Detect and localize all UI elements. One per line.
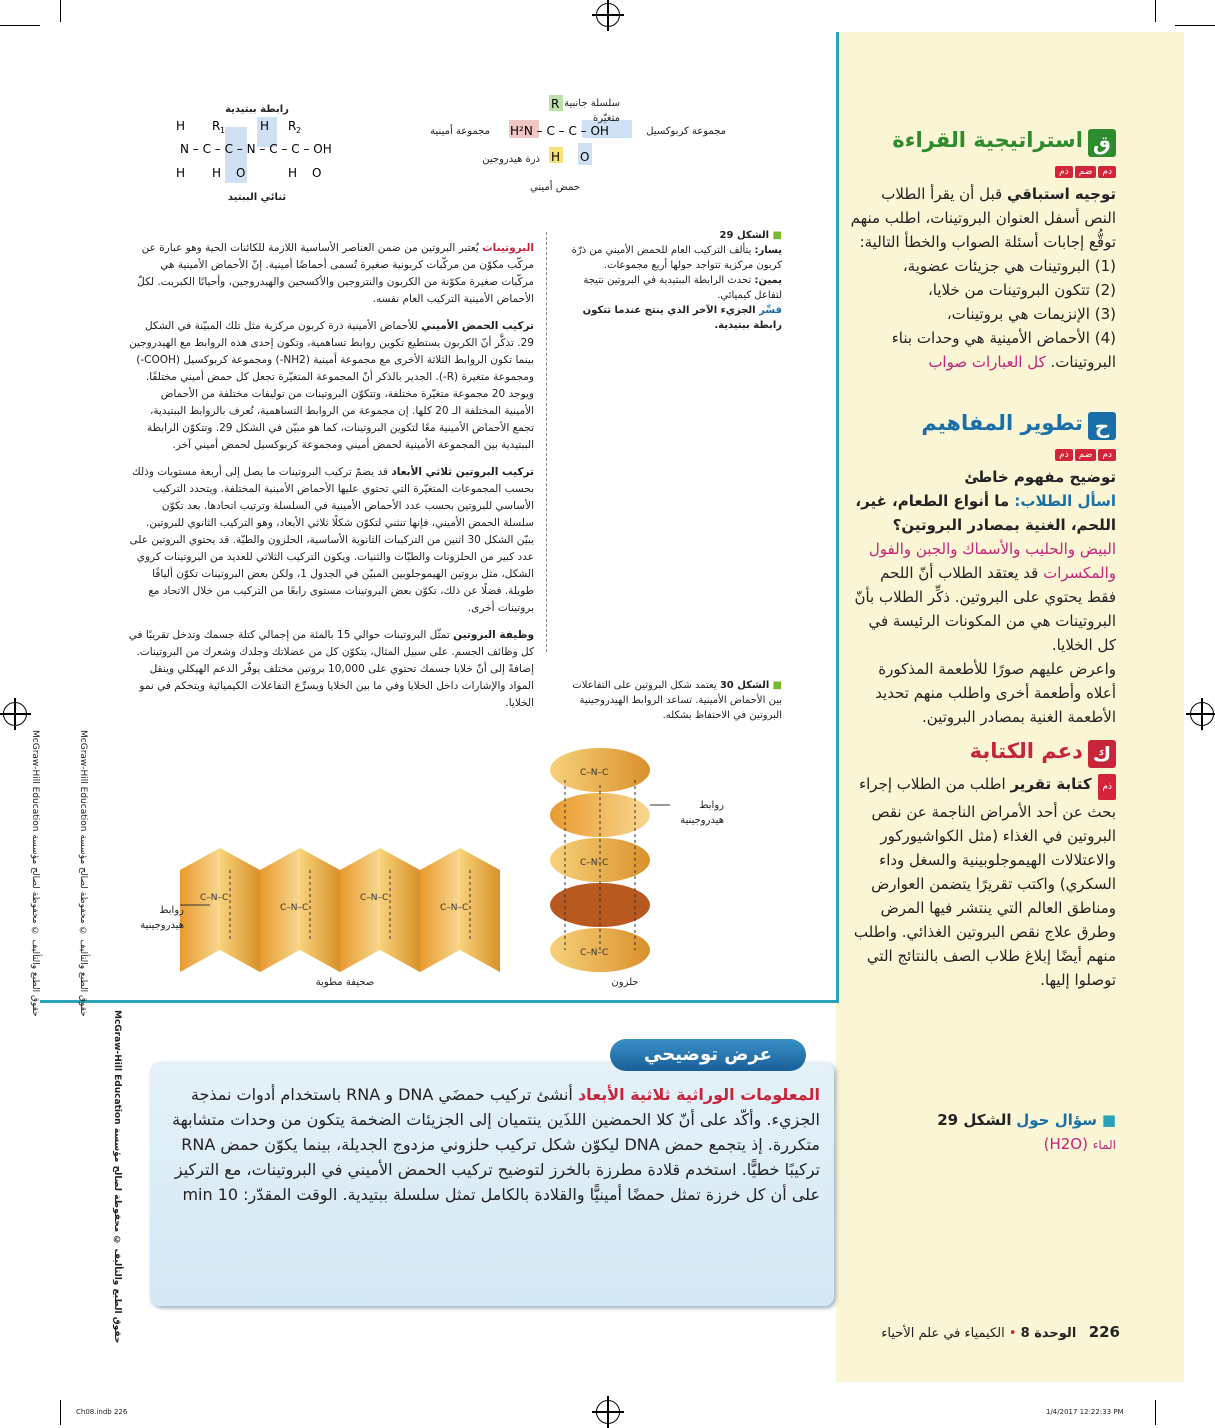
- svg-text:H: H: [260, 119, 270, 133]
- svg-text:H²N – C – C – OH: H²N – C – C – OH: [510, 124, 609, 138]
- registration-mark-icon: [1190, 702, 1214, 726]
- svg-text:C–N–C: C–N–C: [280, 903, 309, 913]
- copyright-en: McGraw-Hill Education: [30, 730, 40, 832]
- figure-question-ref: الشكل 29: [937, 1111, 1012, 1129]
- column-divider: [546, 232, 548, 652]
- svg-text:O: O: [580, 150, 590, 164]
- figure30-illustration: [170, 730, 690, 990]
- concept-title: تطوير المفاهيم: [921, 411, 1083, 435]
- reading-strategy-text: قبل أن يقرأ الطلاب النص أسفل العنوان البروتينات، اطلب منهم توقُّع إجابات أسئلة الصواب والخطأ التالية:: [850, 185, 1116, 251]
- reading-item: (2) تتكون البروتينات من خلايا،: [927, 281, 1116, 299]
- writing-lead: كتابة تقرير: [1010, 775, 1092, 793]
- figure29-caption-title: الشكل 29: [719, 230, 770, 241]
- svg-text:C–N–C: C–N–C: [580, 948, 609, 958]
- sheet-label: صحيفة مطوية: [315, 977, 375, 988]
- copyright-vertical: [78, 730, 88, 1017]
- reading-strategy-section: [850, 125, 1116, 374]
- demonstration-title: عرض توضيحي: [610, 1039, 806, 1071]
- main-text-column: [128, 240, 534, 712]
- crop-mark: [0, 25, 40, 26]
- caption-right-text: تحدث الرابطة الببتيدية في البروتين نتيجة لتفاعل كيميائي.: [583, 275, 782, 301]
- page-number: 226: [1088, 1323, 1120, 1341]
- copyright-en: McGraw-Hill Education: [78, 730, 88, 832]
- level-tag: ضم: [1075, 166, 1097, 178]
- copyright-en: McGraw-Hill Education: [112, 1010, 122, 1125]
- caption-left-text: يتألف التركيب العام للحمض الأميني من ذرّة كربون مركزية تتواجد حولها أربع مجموعات.: [571, 245, 782, 271]
- p2-label: تركيب الحمض الأميني: [421, 320, 534, 332]
- svg-text:C–N–C: C–N–C: [440, 903, 469, 913]
- helix-hbond-label: روابط هيدروجينية: [680, 800, 724, 826]
- writing-support-section: [850, 736, 1116, 992]
- figure30-caption-text: يعتمد شكل البروتين على التفاعلات بين الأحماض الأمينية. تساعد الروابط الهيدروجينية البروتين في الاحتفاظ بشكله.: [572, 680, 782, 721]
- level-tag: دم: [1098, 166, 1116, 178]
- copyright-ar: حقوق الطبع والتأليف © محفوظة لصالح مؤسسة: [30, 834, 40, 1017]
- figure-answer-formula: (H2O): [1043, 1135, 1088, 1153]
- reading-answer: كل العبارات صواب: [928, 353, 1046, 371]
- figure30-caption: ■ الشكل 30 يعتمد شكل البروتين على التفاعلات بين الأحماض الأمينية. تساعد الروابط الهيدروجينية البروتين في الاحتفاظ بشكله.: [572, 680, 782, 721]
- pleated-sheet: [180, 848, 500, 972]
- caption-right-label: يمين:: [754, 275, 782, 286]
- svg-text:C–N–C: C–N–C: [580, 858, 609, 868]
- svg-text:R: R: [212, 119, 221, 133]
- figure29-caption: ■ الشكل 29 يسار: يتألف التركيب العام للحمض الأميني من ذرّة كربون مركزية تتواجد حولها أربع مجموعات. يمين: تحدث الرابطة الببتيدية في البروتين نتيجة لتفاعل كيميائي. فسِّر الجزيء الآخر الذي ينتج عندما تتكون رابطة ببتيدية.: [571, 230, 782, 331]
- concept-heading: توضيح مفهوم خاطئ: [964, 468, 1116, 486]
- writing-text: اطلب من الطلاب إجراء بحث عن أحد الأمراض الناجمة عن نقص البروتين في الغذاء (مثل الكواشيوركور والاعتلالات الهيموجلوبينية والسغل وداء السكري) واكتب تقريرًا يتضمن العوارض ومناطق العالم التي ينتشر فيها المرض وطرق علاج نقص البروتين الغذائي. واطلب منهم أيضًا إبلاغ طلاب الصف بالنتائج التي توصلوا إليها.: [853, 775, 1116, 989]
- svg-text:C–N–C: C–N–C: [580, 768, 609, 778]
- level-tag: ضم: [1075, 449, 1097, 461]
- svg-text:C–N–C: C–N–C: [200, 893, 229, 903]
- alpha-helix: [550, 748, 650, 972]
- svg-text:1: 1: [220, 126, 226, 135]
- unit-title: الكيمياء في علم الأحياء: [881, 1326, 1005, 1341]
- svg-text:O: O: [236, 166, 246, 180]
- concept-question: ما أنواع الطعام، غير، اللحم، الغنية بمصادر البروتين؟: [855, 492, 1116, 534]
- demonstration-heading: المعلومات الوراثية ثلاثية الأبعاد: [577, 1085, 820, 1104]
- print-date: 1/4/2017 12:22:33 PM: [1046, 1408, 1124, 1416]
- p4-text: تمثّل البروتينات حوالي 15 بالمئة من إجمالي كتلة جسمك وتدخل تقريبًا في كل وظائف الجسم. على سبيل المثال، يتكوّن كل من عضلاتك وجلدك وشعرك من البروتينات. إضافةً إلى أنّ خلايا جسمك تحتوي على 10,000 بروتين مختلف يوفّر الدعم الهيكلي وينقل المواد والإشارات داخل الخلايا وفي ما بين الخلايا ويسرِّع التفاعلات الكيميائية ويتحكم في نمو الخلايا.: [128, 629, 534, 709]
- svg-text:H: H: [288, 166, 298, 180]
- caption-question-text: الجزيء الآخر الذي ينتج عندما تتكون رابطة ببتيدية.: [582, 305, 782, 331]
- figure-answer-prefix: الماء: [1092, 1138, 1116, 1152]
- p3-text: قد يضمّ تركيب البروتينات ما يصل إلى أربعة مستويات وذلك بحسب المجموعات المتغيّرة التي تحتوي عليها الأحماض الأمينية المختلفة. ويتحدد التركيب الأساسي للبروتين بحسب عدد الأحماض الأمينية في السلسلة وترتيب اتحادها. بعد تكوّن سلسلة الحمض الأميني، فإنها تنثني لتكوّن شكلًا ثلاثي الأبعاد، وهو التركيب الثانوي للبروتين. يبيّن الشكل 30 اثنين من التركيبات الثانوية الأساسية، الحلزون والطيّة. قد يحتوي البروتين على عدد كبير من الحلزونات والطيّات والثنيات. ويكون التركيب الثلاثي للعديد من البروتينات كروي الشكل، مثل بروتين الهيموجلوبين المبيّن في الجدول 1، ولكن بعض البروتينات تكوّن أليافًا طويلة. فضلًا عن ذلك، تكوّن بعض البروتينات مستوى رابعًا من التركيب من خلال الاتحاد مع بروتينات أخرى.: [129, 466, 534, 614]
- p3-label: تركيب البروتين ثلاثي الأبعاد: [391, 466, 534, 478]
- registration-mark-icon: [3, 702, 27, 726]
- copyright-vertical: [112, 1010, 122, 1344]
- amino-group-label: مجموعة أمينية: [430, 126, 490, 137]
- concept-text: واعرض عليهم صورًا للأطعمة المذكورة أعلاه وأطعمة أخرى واطلب منهم تحديد الأطعمة الغنية بمصادر البروتين.: [875, 660, 1116, 726]
- svg-text:R: R: [288, 119, 297, 133]
- svg-text:R: R: [551, 97, 560, 111]
- writing-title: دعم الكتابة: [969, 739, 1083, 763]
- page-footer: 226 الوحدة 8 • الكيمياء في علم الأحياء: [881, 1323, 1120, 1341]
- registration-mark-icon: [596, 1400, 620, 1424]
- reading-strategy-lead: توجيه استباقي: [1006, 185, 1116, 203]
- crop-mark: [60, 1400, 61, 1425]
- p1-text: يُعتبر البروتين من ضمن العناصر الأساسية اللازمة للكائنات الحية وهو عبارة عن مركّب مكوّن من مركّبات كربونية صغيرة تُسمى أحماضًا أمينية. إنّ الأحماض الأمينية هي مركّبات صغيرة مكوّنة من الكربون والنتروجين والأكسجين والهيدروجين، وأحيانًا الكبريت. لكلّ الأحماض الأمينية التركيب العام نفسه.: [137, 242, 534, 305]
- figure-question-label: سؤال حول: [1016, 1111, 1098, 1129]
- reading-strategy-title: استراتيجية القراءة: [892, 128, 1083, 152]
- level-tag: دم: [1098, 449, 1116, 461]
- concept-answer: البيض والحليب والأسماك والجبن والفول والمكسرات: [868, 540, 1116, 582]
- crop-mark: [1175, 25, 1215, 26]
- hydrogen-atom-label: ذرة هيدروجين: [482, 154, 540, 165]
- copyright-ar: حقوق الطبع والتأليف © محفوظة لصالح مؤسسة: [78, 834, 88, 1017]
- amino-acid-label: حمض أميني: [530, 182, 580, 193]
- caption-left-label: يسار:: [754, 245, 782, 256]
- reading-strategy-badge: ق: [1088, 129, 1116, 157]
- p2-text: للأحماض الأمينية ذرة كربون مركزية مثل تلك المبيّنة في الشكل 29. تذكَّر أنّ الكربون يستطيع تكوين روابط تساهمية، وتكون إحدى هذه الروابط مع الهيدروجين بينما تكون الروابط الثلاثة الأخرى مع مجموعة أمينية (NH2-) ومجموعة كربوكسيل (COOH-) ومجموعة متغيرة (R-). الجدير بالذكر أنّ المجموعة المتغيّرة تجعل كل حمض أميني مختلفًا. ويوجد 20 مجموعة متغيّرة مختلفة، وتتكوّن البروتينات من توليفات مختلفة من الأحماض الأمينية المختلفة الـ 20 كلها. إن مجموعة من الروابط التساهمية، تُعرف بالروابط الببتيدية، تجمع الأحماض الأمينية معًا لتكوين البروتينات، كما هو مبيّن في الشكل 29. وتتكوّن الرابطة الببتيدية بين المجموعة الأمينية لحمض أميني ومجموعة كربوكسيل لحمض أميني آخر.: [129, 320, 534, 451]
- figure30-caption-title: الشكل 30: [719, 680, 770, 691]
- crop-mark: [60, 0, 61, 22]
- reading-item: (3) الإنزيمات هي بروتينات،: [946, 305, 1116, 323]
- svg-text:H: H: [176, 119, 186, 133]
- svg-text:2: 2: [296, 126, 302, 135]
- svg-text:N – C – C – N – C – C – OH: N – C – C – N – C – C – OH: [180, 142, 332, 156]
- unit-label: الوحدة 8: [1020, 1326, 1077, 1341]
- level-tag: ذم: [1098, 774, 1116, 800]
- concept-badge: ح: [1088, 412, 1116, 440]
- svg-text:H: H: [212, 166, 222, 180]
- helix-label: حلزون: [611, 977, 639, 988]
- svg-text:H: H: [176, 166, 186, 180]
- dipeptide-label: ثنائي الببتيد: [227, 192, 287, 203]
- p4-label: وظيفة البروتين: [453, 629, 534, 641]
- p1-label: البروتينات: [482, 242, 534, 254]
- concept-development-section: [850, 408, 1116, 729]
- demonstration-body: أنشئ تركيب حمضَي DNA و RNA باستخدام أدوات نمذجة الجزيء. وأكّد على أنّ كلا الحمضين اللذَين ينتميان إلى الجزيئات الضخمة يتكون من وحدات متشابهة متكررة. إذ يتجمع حمض DNA ليكوّن شكل تركيب حلزوني مزدوج الجديلة، بينما يكوّن حمض RNA تركيبًا خطيًّا. استخدم قلادة مطرزة بالخرز لتوضيح تركيب الحمض الأميني في البروتينات، مع التركيز على أن كل خرزة تمثل حمضًا أمينيًّا والقلادة بالكامل تمثل سلسلة ببتيدية. الوقت المقدّر: 10 min: [172, 1085, 820, 1204]
- svg-text:H: H: [551, 150, 561, 164]
- writing-badge: ك: [1088, 740, 1116, 768]
- svg-text:C–N–C: C–N–C: [360, 893, 389, 903]
- registration-mark-icon: [596, 3, 620, 27]
- demonstration-text: [170, 1082, 820, 1207]
- file-info: Ch08.indb 226: [76, 1408, 128, 1416]
- sheet-hbond-label: روابط هيدروجينية: [140, 905, 184, 931]
- crop-mark: [1155, 0, 1156, 22]
- peptide-bond-label: رابطة ببتيدية: [225, 104, 289, 115]
- reading-item: (1) البروتينات هي جزيئات عضوية،: [902, 257, 1116, 275]
- caption-question-label: فسِّر: [759, 305, 782, 316]
- svg-text:O: O: [312, 166, 322, 180]
- ask-label: اسأل الطلاب:: [1014, 492, 1116, 510]
- figure-question: ■ سؤال حول الشكل 29 الماء (H2O): [937, 1111, 1116, 1153]
- level-tag: ذم: [1055, 166, 1073, 178]
- copyright-ar: حقوق الطبع والتأليف © محفوظة لصالح مؤسسة: [112, 1127, 122, 1344]
- concept-text: قد يعتقد الطلاب أنّ اللحم فقط يحتوي على البروتين. ذكِّر الطلاب بأنّ البروتينات هي من المكونات الرئيسة في كل الخلايا.: [854, 564, 1116, 654]
- reading-item: (4) الأحماض الأمينية هي وحدات بناء البروتينات.: [891, 329, 1116, 371]
- level-tag: ذم: [1055, 449, 1073, 461]
- carboxyl-group-label: مجموعة كربوكسيل: [646, 126, 726, 137]
- crop-mark: [1155, 1400, 1156, 1425]
- copyright-vertical: [30, 730, 40, 1017]
- side-chain-label: سلسلة جانبية متغيّرة: [564, 98, 620, 124]
